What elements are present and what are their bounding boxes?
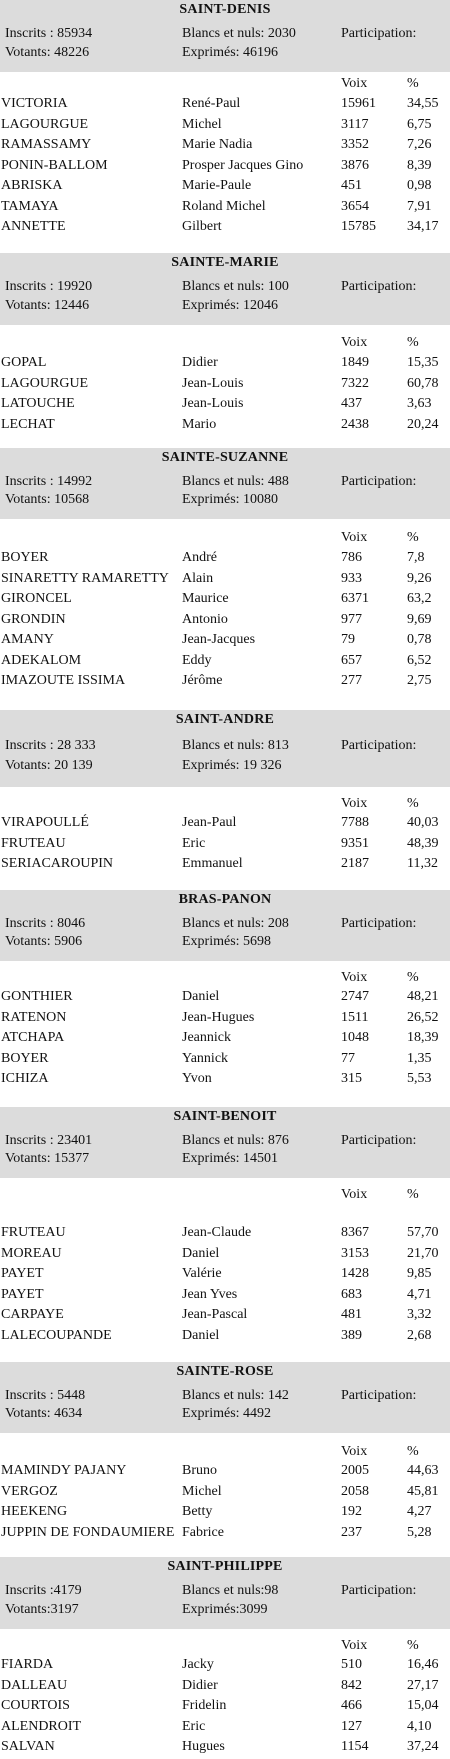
candidate-row [0,1051,450,1071]
vote-percent: 0,98 [407,178,432,193]
vote-count: 842 [341,1678,362,1693]
candidate-row [0,178,450,198]
candidate-row [0,836,450,856]
candidate-row [0,1678,450,1698]
section-header [0,0,450,72]
vote-count: 2747 [341,989,369,1004]
voix-column-header: Voix [341,1638,368,1653]
candidate-row [0,158,450,178]
vote-percent: 27,17 [407,1678,439,1693]
candidate-row [0,355,450,375]
percent-column-header: % [407,76,419,91]
candidate-surname: RAMASSAMY [1,137,92,152]
candidate-row [0,1266,450,1286]
candidate-surname: TAMAYA [1,199,59,214]
candidate-surname: VIRAPOULLÉ [1,815,89,830]
commune-title: SAINT-ANDRE [175,712,275,727]
candidate-firstname: Jacky [182,1657,214,1672]
vote-percent: 11,32 [407,856,438,871]
vote-percent: 18,39 [407,1030,439,1045]
candidate-row [0,376,450,396]
vote-count: 451 [341,178,362,193]
candidate-firstname: Antonio [182,612,228,627]
vote-count: 3153 [341,1246,369,1261]
candidate-row [0,815,450,835]
candidate-surname: VICTORIA [1,96,68,111]
candidate-firstname: Bruno [182,1463,217,1478]
candidate-surname: VERGOZ [1,1484,58,1499]
candidate-row [0,1719,450,1739]
vote-count: 3876 [341,158,369,173]
vote-count: 79 [341,632,355,647]
candidate-firstname: Michel [182,117,222,132]
candidate-firstname: Jean-Jacques [182,632,256,647]
vote-count: 466 [341,1698,362,1713]
candidate-surname: ABRISKA [1,178,63,193]
candidate-row [0,1287,450,1307]
vote-count: 3117 [341,117,369,132]
votants-label: Votants: 15377 [5,1151,90,1166]
candidate-row [0,1328,450,1348]
vote-count: 2187 [341,856,369,871]
candidate-firstname: Jean-Paul [182,815,237,830]
vote-percent: 4,71 [407,1287,432,1302]
vote-percent: 5,28 [407,1525,432,1540]
candidate-row [0,1307,450,1327]
candidate-row [0,117,450,137]
candidate-firstname: Marie-Paule [182,178,252,193]
candidate-surname: GONTHIER [1,989,73,1004]
candidate-row [0,1504,450,1524]
vote-percent: 15,04 [407,1698,439,1713]
section-header [0,448,450,519]
candidate-surname: ADEKALOM [1,653,82,668]
candidate-row [0,396,450,416]
vote-count: 1048 [341,1030,369,1045]
column-headers [0,1187,450,1207]
voix-column-header: Voix [341,970,368,985]
blancs-nuls-label: Blancs et nuls: 488 [182,474,289,489]
vote-percent: 37,24 [407,1739,439,1754]
participation-label: Participation: [341,26,417,41]
vote-count: 6371 [341,591,369,606]
candidate-firstname: Yvon [182,1071,212,1086]
section-header [0,710,450,787]
candidate-surname: SALVAN [1,1739,55,1754]
voix-column-header: Voix [341,530,368,545]
percent-column-header: % [407,335,419,350]
candidate-firstname: Betty [182,1504,213,1519]
candidate-row [0,653,450,673]
participation-label: Participation: [341,279,417,294]
candidate-surname: PAYET [1,1266,44,1281]
votants-label: Votants: 48226 [5,45,90,60]
candidate-firstname: Marie Nadia [182,137,253,152]
participation-label: Participation: [341,1388,417,1403]
commune-title: SAINT-PHILIPPE [167,1559,283,1574]
candidate-firstname: Jean-Claude [182,1225,252,1240]
vote-percent: 63,2 [407,591,432,606]
votants-label: Votants: 12446 [5,298,90,313]
vote-count: 9351 [341,836,369,851]
votants-label: Votants: 4634 [5,1406,83,1421]
inscrits-label: Inscrits :4179 [5,1583,82,1598]
candidate-firstname: André [182,550,217,565]
section-header [0,890,450,961]
candidate-surname: LATOUCHE [1,396,75,411]
candidate-row [0,1525,450,1545]
candidate-surname: LALECOUPANDE [1,1328,112,1343]
candidate-firstname: Fabrice [182,1525,224,1540]
candidate-firstname: Mario [182,417,217,432]
vote-count: 2005 [341,1463,369,1478]
vote-percent: 34,17 [407,219,439,234]
candidate-surname: SERIACAROUPIN [1,856,114,871]
vote-percent: 7,8 [407,550,425,565]
candidate-firstname: Roland Michel [182,199,266,214]
candidate-row [0,1225,450,1245]
vote-percent: 7,91 [407,199,432,214]
vote-count: 15785 [341,219,376,234]
voix-column-header: Voix [341,1444,368,1459]
candidate-firstname: Jean-Louis [182,396,244,411]
candidate-row [0,1484,450,1504]
exprimes-label: Exprimés:3099 [182,1602,268,1617]
percent-column-header: % [407,796,419,811]
vote-count: 786 [341,550,362,565]
candidate-row [0,1246,450,1266]
vote-percent: 1,35 [407,1051,432,1066]
inscrits-label: Inscrits : 5448 [5,1388,86,1403]
candidate-row [0,673,450,693]
vote-count: 481 [341,1307,362,1322]
inscrits-label: Inscrits : 85934 [5,26,93,41]
participation-label: Participation: [341,916,417,931]
candidate-row [0,591,450,611]
vote-percent: 57,70 [407,1225,439,1240]
candidate-firstname: Jeannick [182,1030,231,1045]
vote-count: 127 [341,1719,362,1734]
candidate-firstname: René-Paul [182,96,241,111]
column-headers [0,796,450,816]
vote-percent: 16,46 [407,1657,439,1672]
vote-count: 1154 [341,1739,369,1754]
candidate-row [0,1739,450,1759]
candidate-firstname: Jean-Hugues [182,1010,255,1025]
candidate-surname: COURTOIS [1,1698,70,1713]
vote-count: 8367 [341,1225,369,1240]
percent-column-header: % [407,530,419,545]
vote-percent: 44,63 [407,1463,439,1478]
vote-percent: 5,53 [407,1071,432,1086]
candidate-firstname: Alain [182,571,214,586]
candidate-surname: IMAZOUTE ISSIMA [1,673,126,688]
candidate-row [0,417,450,437]
vote-percent: 48,39 [407,836,439,851]
candidate-firstname: Valérie [182,1266,222,1281]
votants-label: Votants: 5906 [5,934,83,949]
candidate-surname: MOREAU [1,1246,62,1261]
column-headers [0,970,450,990]
inscrits-label: Inscrits : 23401 [5,1133,93,1148]
candidate-firstname: Hugues [182,1739,225,1754]
vote-count: 437 [341,396,362,411]
vote-percent: 6,75 [407,117,432,132]
vote-percent: 48,21 [407,989,439,1004]
vote-percent: 3,63 [407,396,432,411]
vote-percent: 45,81 [407,1484,439,1499]
blancs-nuls-label: Blancs et nuls: 208 [182,916,289,931]
vote-percent: 9,26 [407,571,432,586]
blancs-nuls-label: Blancs et nuls: 2030 [182,26,296,41]
inscrits-label: Inscrits : 28 333 [5,738,96,753]
vote-percent: 0,78 [407,632,432,647]
blancs-nuls-label: Blancs et nuls: 142 [182,1388,289,1403]
participation-label: Participation: [341,1133,417,1148]
vote-count: 7322 [341,376,369,391]
vote-count: 1849 [341,355,369,370]
exprimes-label: Exprimés: 12046 [182,298,279,313]
blancs-nuls-label: Blancs et nuls: 813 [182,738,289,753]
percent-column-header: % [407,970,419,985]
candidate-row [0,571,450,591]
vote-count: 389 [341,1328,362,1343]
vote-percent: 9,85 [407,1266,432,1281]
vote-percent: 26,52 [407,1010,439,1025]
candidate-row [0,199,450,219]
column-headers [0,335,450,355]
section-header [0,1362,450,1433]
candidate-firstname: Didier [182,1678,218,1693]
candidate-row [0,1010,450,1030]
candidate-surname: LECHAT [1,417,55,432]
candidate-firstname: Didier [182,355,218,370]
vote-percent: 20,24 [407,417,439,432]
percent-column-header: % [407,1638,419,1653]
candidate-row [0,612,450,632]
candidate-firstname: Jérôme [182,673,223,688]
vote-count: 1428 [341,1266,369,1281]
candidate-surname: JUPPIN DE FONDAUMIERE [1,1525,175,1540]
blancs-nuls-label: Blancs et nuls: 876 [182,1133,289,1148]
inscrits-label: Inscrits : 14992 [5,474,93,489]
vote-count: 3654 [341,199,369,214]
vote-percent: 9,69 [407,612,432,627]
percent-column-header: % [407,1187,419,1202]
vote-percent: 40,03 [407,815,439,830]
section-header [0,1107,450,1178]
vote-percent: 6,52 [407,653,432,668]
commune-title: SAINTE-SUZANNE [161,450,289,465]
vote-count: 277 [341,673,362,688]
voix-column-header: Voix [341,1187,368,1202]
candidate-firstname: Yannick [182,1051,229,1066]
commune-title: BRAS-PANON [178,892,272,907]
blancs-nuls-label: Blancs et nuls: 100 [182,279,289,294]
section-header [0,253,450,325]
blancs-nuls-label: Blancs et nuls:98 [182,1583,279,1598]
candidate-surname: CARPAYE [1,1307,64,1322]
inscrits-label: Inscrits : 8046 [5,916,86,931]
candidate-firstname: Gilbert [182,219,222,234]
votants-label: Votants: 20 139 [5,758,93,773]
commune-title: SAINTE-ROSE [176,1364,274,1379]
vote-percent: 15,35 [407,355,439,370]
candidate-firstname: Jean-Louis [182,376,244,391]
candidate-row [0,1030,450,1050]
vote-count: 192 [341,1504,362,1519]
vote-count: 15961 [341,96,376,111]
vote-count: 315 [341,1071,362,1086]
candidate-firstname: Eric [182,1719,206,1734]
commune-title: SAINT-BENOIT [173,1109,277,1124]
vote-count: 977 [341,612,362,627]
candidate-surname: BOYER [1,550,49,565]
vote-count: 2058 [341,1484,369,1499]
candidate-row [0,550,450,570]
column-headers [0,530,450,550]
vote-count: 3352 [341,137,369,152]
voix-column-header: Voix [341,76,368,91]
candidate-surname: ALENDROIT [1,1719,82,1734]
candidate-surname: HEEKENG [1,1504,68,1519]
candidate-firstname: Emmanuel [182,856,243,871]
candidate-surname: GOPAL [1,355,47,370]
vote-percent: 4,10 [407,1719,432,1734]
vote-count: 77 [341,1051,355,1066]
voix-column-header: Voix [341,335,368,350]
vote-count: 510 [341,1657,362,1672]
vote-count: 7788 [341,815,369,830]
participation-label: Participation: [341,474,417,489]
candidate-row [0,137,450,157]
candidate-firstname: Daniel [182,1246,220,1261]
vote-percent: 8,39 [407,158,432,173]
candidate-surname: LAGOURGUE [1,376,89,391]
candidate-row [0,219,450,239]
candidate-surname: FRUTEAU [1,836,66,851]
candidate-surname: ICHIZA [1,1071,49,1086]
candidate-firstname: Eric [182,836,206,851]
exprimes-label: Exprimés: 14501 [182,1151,279,1166]
vote-count: 2438 [341,417,369,432]
candidate-row [0,1698,450,1718]
candidate-surname: RATENON [1,1010,67,1025]
candidate-surname: LAGOURGUE [1,117,89,132]
exprimes-label: Exprimés: 4492 [182,1406,272,1421]
vote-count: 1511 [341,1010,369,1025]
candidate-firstname: Prosper Jacques Gino [182,158,304,173]
inscrits-label: Inscrits : 19920 [5,279,93,294]
vote-percent: 4,27 [407,1504,432,1519]
candidate-row [0,1657,450,1677]
candidate-surname: ATCHAPA [1,1030,65,1045]
votants-label: Votants: 10568 [5,492,90,507]
vote-percent: 2,68 [407,1328,432,1343]
candidate-firstname: Michel [182,1484,222,1499]
candidate-surname: GIRONCEL [1,591,72,606]
exprimes-label: Exprimés: 5698 [182,934,272,949]
candidate-surname: BOYER [1,1051,49,1066]
vote-count: 933 [341,571,362,586]
candidate-firstname: Daniel [182,1328,220,1343]
candidate-row [0,989,450,1009]
commune-title: SAINTE-MARIE [171,255,279,270]
candidate-surname: GRONDIN [1,612,66,627]
candidate-row [0,1071,450,1091]
candidate-row [0,1463,450,1483]
candidate-firstname: Eddy [182,653,212,668]
candidate-surname: PONIN-BALLOM [1,158,108,173]
exprimes-label: Exprimés: 19 326 [182,758,282,773]
exprimes-label: Exprimés: 10080 [182,492,279,507]
participation-label: Participation: [341,738,417,753]
candidate-row [0,632,450,652]
candidate-surname: FIARDA [1,1657,54,1672]
column-headers [0,76,450,96]
candidate-surname: ANNETTE [1,219,66,234]
commune-title: SAINT-DENIS [179,2,271,17]
vote-percent: 21,70 [407,1246,439,1261]
vote-percent: 3,32 [407,1307,432,1322]
candidate-firstname: Fridelin [182,1698,227,1713]
candidate-surname: MAMINDY PAJANY [1,1463,127,1478]
participation-label: Participation: [341,1583,417,1598]
vote-percent: 60,78 [407,376,439,391]
vote-percent: 2,75 [407,673,432,688]
votants-label: Votants:3197 [5,1602,79,1617]
column-headers [0,1638,450,1658]
candidate-row [0,856,450,876]
candidate-firstname: Jean-Pascal [182,1307,248,1322]
candidate-surname: SINARETTY RAMARETTY [1,571,169,586]
candidate-surname: DALLEAU [1,1678,68,1693]
candidate-row [0,96,450,116]
candidate-firstname: Maurice [182,591,229,606]
candidate-firstname: Jean Yves [182,1287,238,1302]
vote-percent: 34,55 [407,96,439,111]
percent-column-header: % [407,1444,419,1459]
candidate-surname: AMANY [1,632,54,647]
candidate-firstname: Daniel [182,989,220,1004]
vote-count: 683 [341,1287,362,1302]
column-headers [0,1444,450,1464]
candidate-surname: FRUTEAU [1,1225,66,1240]
voix-column-header: Voix [341,796,368,811]
vote-count: 657 [341,653,362,668]
vote-count: 237 [341,1525,362,1540]
candidate-surname: PAYET [1,1287,44,1302]
section-header [0,1557,450,1629]
vote-percent: 7,26 [407,137,432,152]
exprimes-label: Exprimés: 46196 [182,45,279,60]
